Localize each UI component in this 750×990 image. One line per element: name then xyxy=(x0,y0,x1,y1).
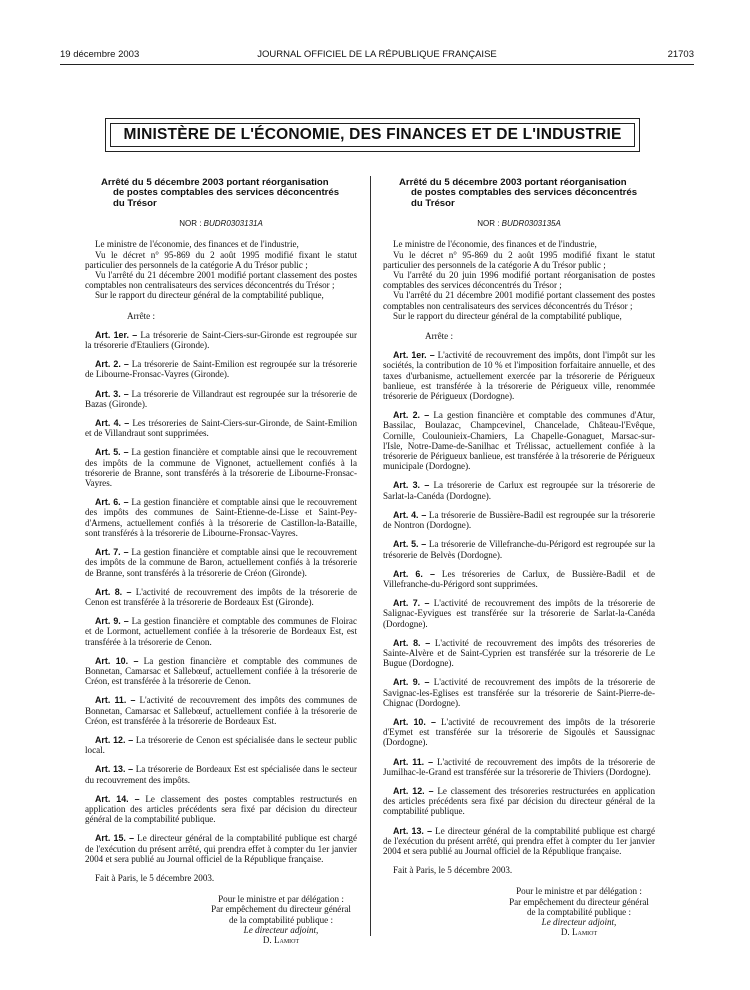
article-text: La gestion financière et comptable ainsi que le recouvrement des impôts des communes de Saint-Etienne-de-Lisse et Saint-Pey-d'Armens, actuellement confiés à la trésorerie de Castillon-la-Bataille, sont transférés à la trésorerie de Libourne-Fronsac-Vayres. xyxy=(85,497,357,538)
article-label: Art. 10. – xyxy=(95,655,139,666)
article xyxy=(383,717,655,748)
article-text: Le classement des postes comptables restructurés en application des articles précédents sera fixé par décision du directeur général de la comptabilité publique. xyxy=(85,793,357,825)
ministry-title: MINISTÈRE DE L'ÉCONOMIE, DES FINANCES ET DE L'INDUSTRIE xyxy=(110,123,635,147)
signature-line: Pour le ministre et par délégation : xyxy=(218,894,344,905)
header-date: 19 décembre 2003 xyxy=(60,49,140,60)
signing-place-date: Fait à Paris, le 5 décembre 2003. xyxy=(393,865,513,876)
nor-label: NOR : xyxy=(477,219,500,229)
signature-line-wrap xyxy=(205,925,357,935)
decree-title-line: du Trésor xyxy=(411,197,455,209)
article-text: L'activité de recouvrement des impôts de la trésorerie de Jumilhac-le-Grand est transférée sur la trésorerie de Thiviers (Dordogne). xyxy=(383,756,655,777)
signatory-name: D. Lamiot xyxy=(560,927,598,938)
nor-label: NOR : xyxy=(179,219,202,229)
article-label: Art. 2. – xyxy=(95,359,129,370)
signature-line: Le directeur adjoint, xyxy=(243,924,319,935)
article-text: La trésorerie de Bordeaux Est est spécialisée dans le secteur du recouvrement des impôts. xyxy=(85,764,357,785)
arrete-heading: Arrête : xyxy=(425,331,454,342)
signature-line: Le directeur adjoint, xyxy=(541,916,617,927)
article-text: La trésorerie de Villandraut est regroupée sur la trésorerie de Bazas (Gironde). xyxy=(85,388,357,409)
article-label: Art. 1er. – xyxy=(393,350,435,361)
nor-reference xyxy=(85,219,357,229)
article-label: Art. 11. – xyxy=(393,756,434,767)
article-text: Le directeur général de la comptabilité publique est chargé de l'exécution du présent arrêté, qui prendra effet à compter du 1er janvier 2004 et sera publié au Journal officiel de la République française. xyxy=(383,825,655,856)
article-label: Art. 4. – xyxy=(95,418,130,429)
article xyxy=(383,480,655,500)
article-label: Art. 12. – xyxy=(393,785,434,796)
article-text: La trésorerie de Villefranche-du-Périgord est regroupée sur la trésorerie de Belvès (Dordogne). xyxy=(383,539,655,560)
article xyxy=(85,695,357,726)
preamble-paragraph: Sur le rapport du directeur général de la comptabilité publique, xyxy=(95,290,324,301)
nor-reference xyxy=(383,219,655,229)
nor-code: BUDR0303135A xyxy=(501,219,561,229)
article xyxy=(85,833,357,864)
article xyxy=(85,735,357,755)
article-text: L'activité de recouvrement des impôts, dont l'impôt sur les sociétés, la contribution de 10 % et l'imposition forfaitaire annuelle, et des taxes d'urbanisme, actuellement exercée par la trésorerie de Périgueux banlieue, est transférée à la trésorerie de Périgueux ville, renommée trésorerie de Périgueux (Dordogne). xyxy=(383,350,656,402)
signature-line: Par empêchement du directeur général xyxy=(509,896,649,907)
article-text: La gestion financière et comptable des communes de Floirac et de Lormont, actuellement confiée à la trésorerie de Bordeaux Est, est transférée à la trésorerie de Cenon. xyxy=(85,616,357,647)
arrete-heading: Arrête : xyxy=(127,310,156,321)
signature-line-wrap xyxy=(205,935,357,945)
article xyxy=(383,826,655,857)
decree-title-line: de postes comptables des services déconcentrés xyxy=(113,187,340,199)
article xyxy=(383,569,655,589)
article-label: Art. 8. – xyxy=(393,637,431,648)
article xyxy=(85,418,357,438)
preamble-paragraph: Vu le décret n° 95-869 du 2 août 1995 modifié fixant le statut particulier des personnels de la catégorie A du Trésor public ; xyxy=(383,249,655,270)
article xyxy=(383,598,655,629)
signature-line-wrap xyxy=(503,917,655,927)
article-label: Art. 14. – xyxy=(95,793,140,804)
article xyxy=(383,757,655,777)
article-label: Art. 13. – xyxy=(95,764,134,775)
right-column xyxy=(383,178,655,937)
article xyxy=(383,510,655,530)
article-text: La trésorerie de Carlux est regroupée sur la trésorerie de Sarlat-la-Canéda (Dordogne). xyxy=(383,480,655,501)
signature-line: Par empêchement du directeur général xyxy=(211,904,351,915)
article-text: Le directeur général de la comptabilité publique est chargé de l'exécution du présent arrêté, qui prendra effet à compter du 1er janvier 2004 et sera publié au Journal officiel de la République française. xyxy=(85,833,357,864)
article-label: Art. 6. – xyxy=(95,497,129,508)
article-label: Art. 9. – xyxy=(95,616,129,627)
signature-line-wrap xyxy=(205,915,357,925)
header-page-number: 21703 xyxy=(667,49,694,60)
article-label: Art. 3. – xyxy=(393,480,430,491)
article-label: Art. 4. – xyxy=(393,509,427,520)
left-column xyxy=(85,178,357,945)
nor-code: BUDR0303131A xyxy=(203,219,263,229)
article-label: Art. 1er. – xyxy=(95,329,138,340)
article xyxy=(85,330,357,350)
article-text: L'activité de recouvrement des impôts des communes de Bonnetan, Camarsac et Sallebœuf, actuellement confiée à la trésorerie de Créon, est transférée à la trésorerie de Bordeaux Est. xyxy=(85,695,358,726)
page-header xyxy=(60,49,694,63)
article-text: Les trésoreries de Carlux, de Bussière-Badil et de Villefranche-du-Périgord sont supprimées. xyxy=(383,568,655,589)
article-label: Art. 6. – xyxy=(393,568,435,579)
article-label: Art. 2. – xyxy=(393,410,430,421)
signatory-name: D. Lamiot xyxy=(262,934,300,945)
article-text: La trésorerie de Saint-Emilion est regroupée sur la trésorerie de Libourne-Fronsac-Vayres (Gironde). xyxy=(85,359,357,380)
article xyxy=(85,497,357,538)
article-text: La gestion financière et comptable des communes d'Atur, Bassilac, Boulazac, Champcevinel, Chancelade, Château-l'Evêque, Cornille, Coulounieix-Chamiers, La Chapelle-Gonaguet, Marsac-sur-l'Isle, Notre-Dame-de-Sanilhac et Trélissac, actuellement confiée à la trésorerie de Périgueux banlieue, est transférée à la trésorerie de Périgueux municipale (Dordogne). xyxy=(383,410,655,472)
decree-title xyxy=(399,178,641,209)
decree-title xyxy=(101,178,343,209)
article xyxy=(383,638,655,669)
ministry-box xyxy=(105,118,640,152)
signing-place-date: Fait à Paris, le 5 décembre 2003. xyxy=(95,872,215,883)
article-text: La gestion financière et comptable des communes de Bonnetan, Camarsac et Sallebœuf, actuellement confiée à la trésorerie de Créon, est transférée à la trésorerie de Cenon. xyxy=(85,655,357,687)
preamble-paragraph: Vu le décret n° 95-869 du 2 août 1995 modifié fixant le statut particulier des personnels de la catégorie A du Trésor public ; xyxy=(85,249,357,270)
article xyxy=(85,547,357,578)
article-label: Art. 7. – xyxy=(393,598,430,609)
preamble-paragraph: Vu l'arrêté du 21 décembre 2001 modifié portant classement des postes comptables non centralisateurs des services déconcentrés du Trésor ; xyxy=(383,290,655,311)
article xyxy=(85,794,357,825)
article-text: La trésorerie de Saint-Ciers-sur-Gironde est regroupée sur la trésorerie d'Etauliers (Gironde). xyxy=(85,329,358,351)
article-label: Art. 7. – xyxy=(95,547,129,558)
article-label: Art. 12. – xyxy=(95,734,134,745)
article xyxy=(85,359,357,379)
article-text: La gestion financière et comptable ainsi que le recouvrement des impôts de la commune de Vignonet, actuellement confiés à la trésorerie de Branne, sont transférés à la trésorerie de Libourne-Fronsac-Vayres. xyxy=(85,447,357,489)
article-label: Art. 11. – xyxy=(95,695,136,706)
article-text: Le classement des trésoreries restructurées en application des articles précédents sera fixé par décision du directeur général de la comptabilité publique. xyxy=(383,785,655,817)
article xyxy=(85,764,357,784)
signature-line-wrap xyxy=(503,897,655,907)
signature-line: de la comptabilité publique : xyxy=(228,914,334,925)
preamble-paragraph: Vu l'arrêté du 21 décembre 2001 modifié portant classement des postes comptables non centralisateurs des services déconcentrés du Trésor ; xyxy=(85,270,357,291)
article-text: L'activité de recouvrement des impôts de la trésorerie de Savignac-les-Eglises est transférée sur la trésorerie de Saint-Pierre-de-Chignac (Dordogne). xyxy=(383,677,655,708)
preamble-paragraph: Vu l'arrêté du 20 juin 1996 modifié portant réorganisation de postes comptables des services déconcentrés du Trésor ; xyxy=(383,270,655,291)
preamble-paragraph: Le ministre de l'économie, des finances et de l'industrie, xyxy=(95,239,299,250)
article xyxy=(383,350,655,401)
article-label: Art. 10. – xyxy=(393,716,436,727)
article-text: L'activité de recouvrement des impôts de la trésorerie de Salignac-Eyvigues est transférée sur la trésorerie de Sarlat-la-Canéda (Dordogne). xyxy=(383,598,655,629)
article-label: Art. 5. – xyxy=(95,447,129,458)
decree-title-line: du Trésor xyxy=(113,197,157,209)
signature-line: Pour le ministre et par délégation : xyxy=(516,886,642,897)
signature-line: de la comptabilité publique : xyxy=(526,906,632,917)
article-label: Art. 15. – xyxy=(95,833,135,844)
column-divider xyxy=(370,176,371,936)
article-text: La trésorerie de Cenon est spécialisée dans le secteur public local. xyxy=(85,734,357,756)
decree-title-line: Arrêté du 5 décembre 2003 portant réorganisation xyxy=(399,177,627,188)
signature-line-wrap xyxy=(503,927,655,937)
article xyxy=(85,389,357,409)
article xyxy=(383,410,655,471)
article-text: La trésorerie de Bussière-Badil est regroupée sur la trésorerie de Nontron (Dordogne). xyxy=(383,509,655,531)
article xyxy=(383,677,655,708)
signature-block xyxy=(205,894,357,945)
header-journal-title: JOURNAL OFFICIEL DE LA RÉPUBLIQUE FRANÇAISE xyxy=(257,49,497,60)
signature-line-wrap xyxy=(503,907,655,917)
signature-line-wrap xyxy=(503,886,655,896)
article xyxy=(85,656,357,687)
article xyxy=(85,447,357,488)
article-text: L'activité de recouvrement des impôts de la trésorerie de Cenon est transférée à la trésorerie de Bordeaux Est (Gironde). xyxy=(85,586,357,607)
signature-line-wrap xyxy=(205,894,357,904)
preamble-paragraph: Le ministre de l'économie, des finances et de l'industrie, xyxy=(393,239,597,250)
article-label: Art. 13. – xyxy=(393,825,433,836)
article xyxy=(383,539,655,559)
article-text: L'activité de recouvrement des impôts des trésoreries de Sainte-Alvère et de Saint-Cyprien est transférée sur la trésorerie de Le Bugue (Dordogne). xyxy=(383,637,656,669)
signature-block xyxy=(503,886,655,937)
article-label: Art. 5. – xyxy=(393,539,427,550)
article-text: L'activité de recouvrement des impôts de la trésorerie d'Eymet est transférée sur la trésorerie de Sigoulès et Saussignac (Dordogne). xyxy=(383,716,655,748)
article xyxy=(85,616,357,647)
signature-line-wrap xyxy=(205,904,357,914)
decree-title-line: Arrêté du 5 décembre 2003 portant réorganisation xyxy=(101,177,329,188)
article-label: Art. 3. – xyxy=(95,388,129,399)
preamble-paragraph: Sur le rapport du directeur général de la comptabilité publique, xyxy=(393,310,622,321)
article-label: Art. 8. – xyxy=(95,586,132,597)
decree-title-line: de postes comptables des services déconcentrés xyxy=(411,187,638,199)
article-text: Les trésoreries de Saint-Ciers-sur-Gironde, de Saint-Emilion et de Villandraut sont supprimées. xyxy=(85,418,357,439)
article-text: La gestion financière et comptable ainsi que le recouvrement des impôts de la commune de Baron, actuellement confiés à la trésorerie de Branne, sont transférés à la trésorerie de Créon (Gironde). xyxy=(85,547,357,578)
article xyxy=(85,587,357,607)
header-rule xyxy=(60,64,694,65)
article xyxy=(383,786,655,817)
article-label: Art. 9. – xyxy=(393,677,430,688)
